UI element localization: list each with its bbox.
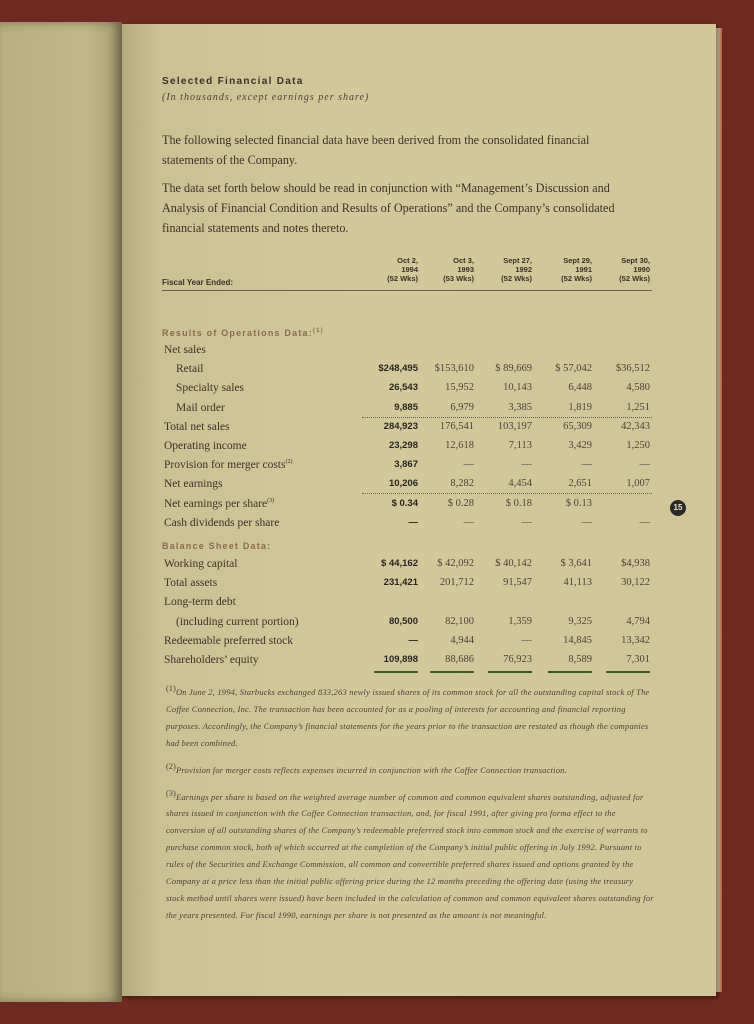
- row-label: [176, 616, 299, 628]
- dotted-rule: [362, 493, 652, 494]
- table-cell: 1,250: [626, 440, 650, 451]
- footnote-mark: (1): [166, 684, 176, 693]
- table-cell: 82,100: [445, 615, 474, 627]
- table-cell: 76,923: [503, 654, 532, 665]
- table-cell: 8,589: [568, 654, 592, 665]
- column-header-line: (52 Wks): [619, 274, 650, 283]
- table-cell: 8,282: [450, 478, 474, 490]
- footnote: [166, 758, 654, 779]
- table-cell: 42,343: [621, 420, 650, 432]
- intro-paragraph-2: The data set forth below should be read in conjunction with “Management’s Discussion and Analysis of Financial Condition and Results of Operations” and the Company’s consolidated financial statements and notes thereto.: [162, 181, 615, 235]
- row-label-text: Working capital: [164, 558, 238, 570]
- row-label-text: Net earnings: [164, 478, 223, 491]
- footnote-mark: (2): [166, 761, 176, 771]
- table-row: [122, 517, 716, 535]
- table-cell: $248,495: [378, 363, 418, 375]
- column-header-line: Oct 3,: [453, 256, 474, 265]
- table-cell: 1,819: [568, 401, 592, 413]
- table-cell: —: [408, 516, 418, 528]
- table-cell: 4,794: [626, 615, 650, 627]
- table-cell: —: [581, 516, 592, 528]
- table-row: [122, 558, 716, 576]
- table-cell: 41,113: [563, 577, 592, 589]
- table-cell: 231,421: [383, 577, 418, 589]
- table-cell: —: [408, 634, 418, 646]
- table-cell: 1,359: [508, 615, 532, 627]
- table-cell: 10,143: [503, 382, 532, 394]
- footnote: [166, 785, 654, 925]
- table-cell: $4,938: [621, 558, 650, 569]
- row-label-text: (including current portion): [176, 615, 299, 628]
- intro-paragraph-1: The following selected financial data have been derived from the consolidated financial statements of the Company.: [162, 133, 590, 167]
- table-cell: 3,385: [508, 401, 532, 413]
- table-cell: 30,122: [621, 577, 650, 589]
- row-label-text: Redeemable preferred stock: [164, 634, 293, 647]
- table-row: [122, 382, 716, 400]
- table-cell: $ 0.18: [505, 497, 532, 509]
- table-cell: 9,885: [394, 401, 418, 413]
- table-cell: $36,512: [615, 363, 650, 375]
- table-cell: $ 40,142: [495, 558, 532, 569]
- total-underline: [606, 671, 650, 673]
- header-rule: [162, 290, 652, 291]
- footnote-mark: (3): [267, 497, 275, 504]
- table-cell: 15,952: [445, 382, 474, 394]
- table-row: [122, 577, 716, 595]
- row-label: [164, 517, 279, 529]
- column-header-line: (52 Wks): [501, 274, 532, 283]
- table-cell: $ 89,669: [495, 363, 532, 375]
- left-page: [0, 22, 122, 1002]
- table-row: [122, 654, 716, 672]
- table-cell: —: [581, 459, 592, 471]
- row-label-text: Long-term debt: [164, 596, 236, 609]
- column-header-line: Sept 30,: [621, 256, 650, 265]
- row-label-text: Operating income: [164, 440, 247, 452]
- table-cell: 284,923: [383, 420, 418, 432]
- row-label: [176, 363, 203, 375]
- column-header-line: (52 Wks): [561, 274, 592, 283]
- table-cell: 4,944: [450, 634, 474, 646]
- page-edge: [716, 28, 722, 992]
- fiscal-year-label: Fiscal Year Ended:: [162, 278, 233, 287]
- total-underline: [430, 671, 474, 673]
- table-cell: $ 0.34: [391, 497, 418, 509]
- table-cell: 65,309: [563, 420, 592, 432]
- column-header: [580, 256, 650, 283]
- document-page: [122, 24, 716, 996]
- table-cell: —: [521, 634, 532, 646]
- table-cell: 12,618: [445, 440, 474, 451]
- table-row: [122, 344, 716, 362]
- footnote-text: Earnings per share is based on the weighted average number of common and common equivalent shares outstanding, adjusted for shares issued in conjunction with the Coffee Connection transaction, and, for fiscal 1991, after giving pro forma effect to the conversion of all outstanding shares of the Company’s redeemable preferrred stock into common stock and the exercise of warrants to purchase common stock, both of which occurred at the completion of the Company’s initial public offering in July 1992. Pursuant to rules of the Securities and Exchange Commission, all common and convertible preferred shares issued and options granted by the Company at a price less than the initial public offering price during the 12 months preceding the offering date (using the treasury stock method until shares were issued) have been included in the calculation of common and common equivalent shares outstanding for the years presented. For fiscal 1990, earnings per share is not presented as the amount is not meaningful.: [166, 791, 654, 921]
- footnote-text: On June 2, 1994, Starbucks exchanged 833,263 newly issued shares of its common stock for all the outstanding capital stock of The Coffee Connection, Inc. The transaction has been accounted for as a pooling of interests for accounting and financial reporting purposes. Accordingly, the Company’s financial statements for the years prior to the transaction are restated as though the companies had been combined.: [166, 686, 650, 748]
- table-cell: $ 57,042: [555, 363, 592, 375]
- table-cell: —: [463, 459, 474, 471]
- dotted-rule: [362, 417, 652, 418]
- table-row: [122, 421, 716, 439]
- row-label-text: Total assets: [164, 577, 218, 590]
- table-cell: —: [463, 516, 474, 528]
- footnote: [166, 680, 654, 752]
- footnotes: [166, 680, 654, 930]
- table-cell: 9,325: [568, 615, 592, 627]
- row-label-text: Specialty sales: [176, 382, 245, 395]
- section-title: Selected Financial Data: [162, 76, 304, 87]
- table-cell: 26,543: [388, 382, 418, 394]
- column-header-line: 1992: [515, 265, 532, 274]
- table-cell: $153,610: [434, 363, 474, 375]
- table-cell: 201,712: [439, 577, 474, 589]
- row-label-text: Provision for merger costs: [164, 459, 286, 472]
- table-cell: 4,454: [508, 478, 532, 490]
- section-subtitle: (In thousands, except earnings per share): [162, 92, 370, 103]
- table-cell: 1,007: [626, 478, 650, 490]
- table-cell: 14,845: [563, 634, 592, 646]
- table-cell: 7,113: [508, 440, 532, 451]
- table-cell: 13,342: [621, 634, 650, 646]
- table-cell: 1,251: [626, 401, 650, 413]
- table-cell: 103,197: [497, 420, 532, 432]
- row-label-text: Total net sales: [164, 420, 230, 433]
- column-header-line: Oct 2,: [397, 256, 418, 265]
- results-title: Results of Operations Data:$^{(1)}$: [162, 328, 324, 338]
- row-label: [164, 558, 237, 570]
- row-label-text: Net earnings per share: [164, 497, 268, 510]
- column-header-line: (53 Wks): [443, 274, 474, 283]
- row-label-text: Net sales: [164, 344, 206, 356]
- table-cell: 109,898: [383, 654, 418, 665]
- row-label: [164, 596, 236, 608]
- row-label: [164, 459, 292, 471]
- table-cell: 6,979: [450, 401, 474, 413]
- table-cell: $ 0.28: [447, 497, 474, 509]
- row-label: [164, 440, 247, 452]
- table-cell: 23,298: [388, 440, 418, 451]
- table-row: [122, 440, 716, 458]
- table-cell: —: [521, 516, 532, 528]
- table-cell: 88,686: [445, 654, 474, 665]
- column-header-line: 1990: [633, 265, 650, 274]
- column-header-line: Sept 29,: [563, 256, 592, 265]
- table-cell: 6,448: [568, 382, 592, 394]
- row-label: [164, 478, 222, 490]
- footnote-mark: (2): [285, 459, 293, 466]
- footnote-text: Provision for merger costs reflects expenses incurred in conjunction with the Coffee Connection transaction.: [175, 764, 567, 775]
- table-cell: 3,867: [394, 459, 418, 471]
- footnote-mark: (3): [166, 788, 176, 798]
- table-cell: $ 0.13: [565, 497, 592, 509]
- table-cell: 80,500: [388, 615, 418, 627]
- table-cell: —: [639, 459, 650, 471]
- page-number-badge: 15: [670, 500, 686, 516]
- table-cell: 2,651: [568, 478, 592, 490]
- row-label: [176, 382, 244, 394]
- table-row: [122, 596, 716, 614]
- table-cell: —: [521, 459, 532, 471]
- total-underline: [374, 671, 418, 673]
- column-header-line: (52 Wks): [387, 274, 418, 283]
- table-row: [122, 616, 716, 634]
- table-cell: 10,206: [388, 478, 418, 490]
- row-label: [164, 635, 293, 647]
- table-cell: 4,580: [626, 382, 650, 394]
- table-cell: 91,547: [503, 577, 532, 589]
- row-label: [164, 421, 230, 433]
- column-header-line: 1993: [457, 265, 474, 274]
- table-cell: 176,541: [439, 420, 474, 432]
- row-label-text: Retail: [176, 363, 204, 376]
- row-label: [164, 654, 259, 666]
- table-row: [122, 459, 716, 477]
- row-label-text: Cash dividends per share: [164, 516, 280, 529]
- table-cell: $ 42,092: [437, 558, 474, 569]
- table-cell: 3,429: [568, 440, 592, 451]
- table-cell: $ 3,641: [560, 558, 592, 569]
- total-underline: [548, 671, 592, 673]
- balance-title: Balance Sheet Data:: [162, 541, 272, 551]
- total-underline: [488, 671, 532, 673]
- table-row: [122, 635, 716, 653]
- column-header-line: 1994: [401, 265, 418, 274]
- row-label: [176, 402, 225, 414]
- table-row: [122, 363, 716, 381]
- row-label: [164, 498, 274, 510]
- table-cell: $ 44,162: [381, 558, 418, 569]
- table-cell: —: [639, 516, 650, 528]
- row-label: [164, 344, 206, 356]
- table-row: [122, 498, 716, 516]
- column-header-line: 1991: [575, 265, 592, 274]
- row-label: [164, 577, 217, 589]
- column-header-line: Sept 27,: [503, 256, 532, 265]
- row-label-text: Mail order: [176, 401, 225, 414]
- row-label-text: Shareholders’ equity: [164, 654, 259, 666]
- table-cell: 7,301: [626, 654, 650, 665]
